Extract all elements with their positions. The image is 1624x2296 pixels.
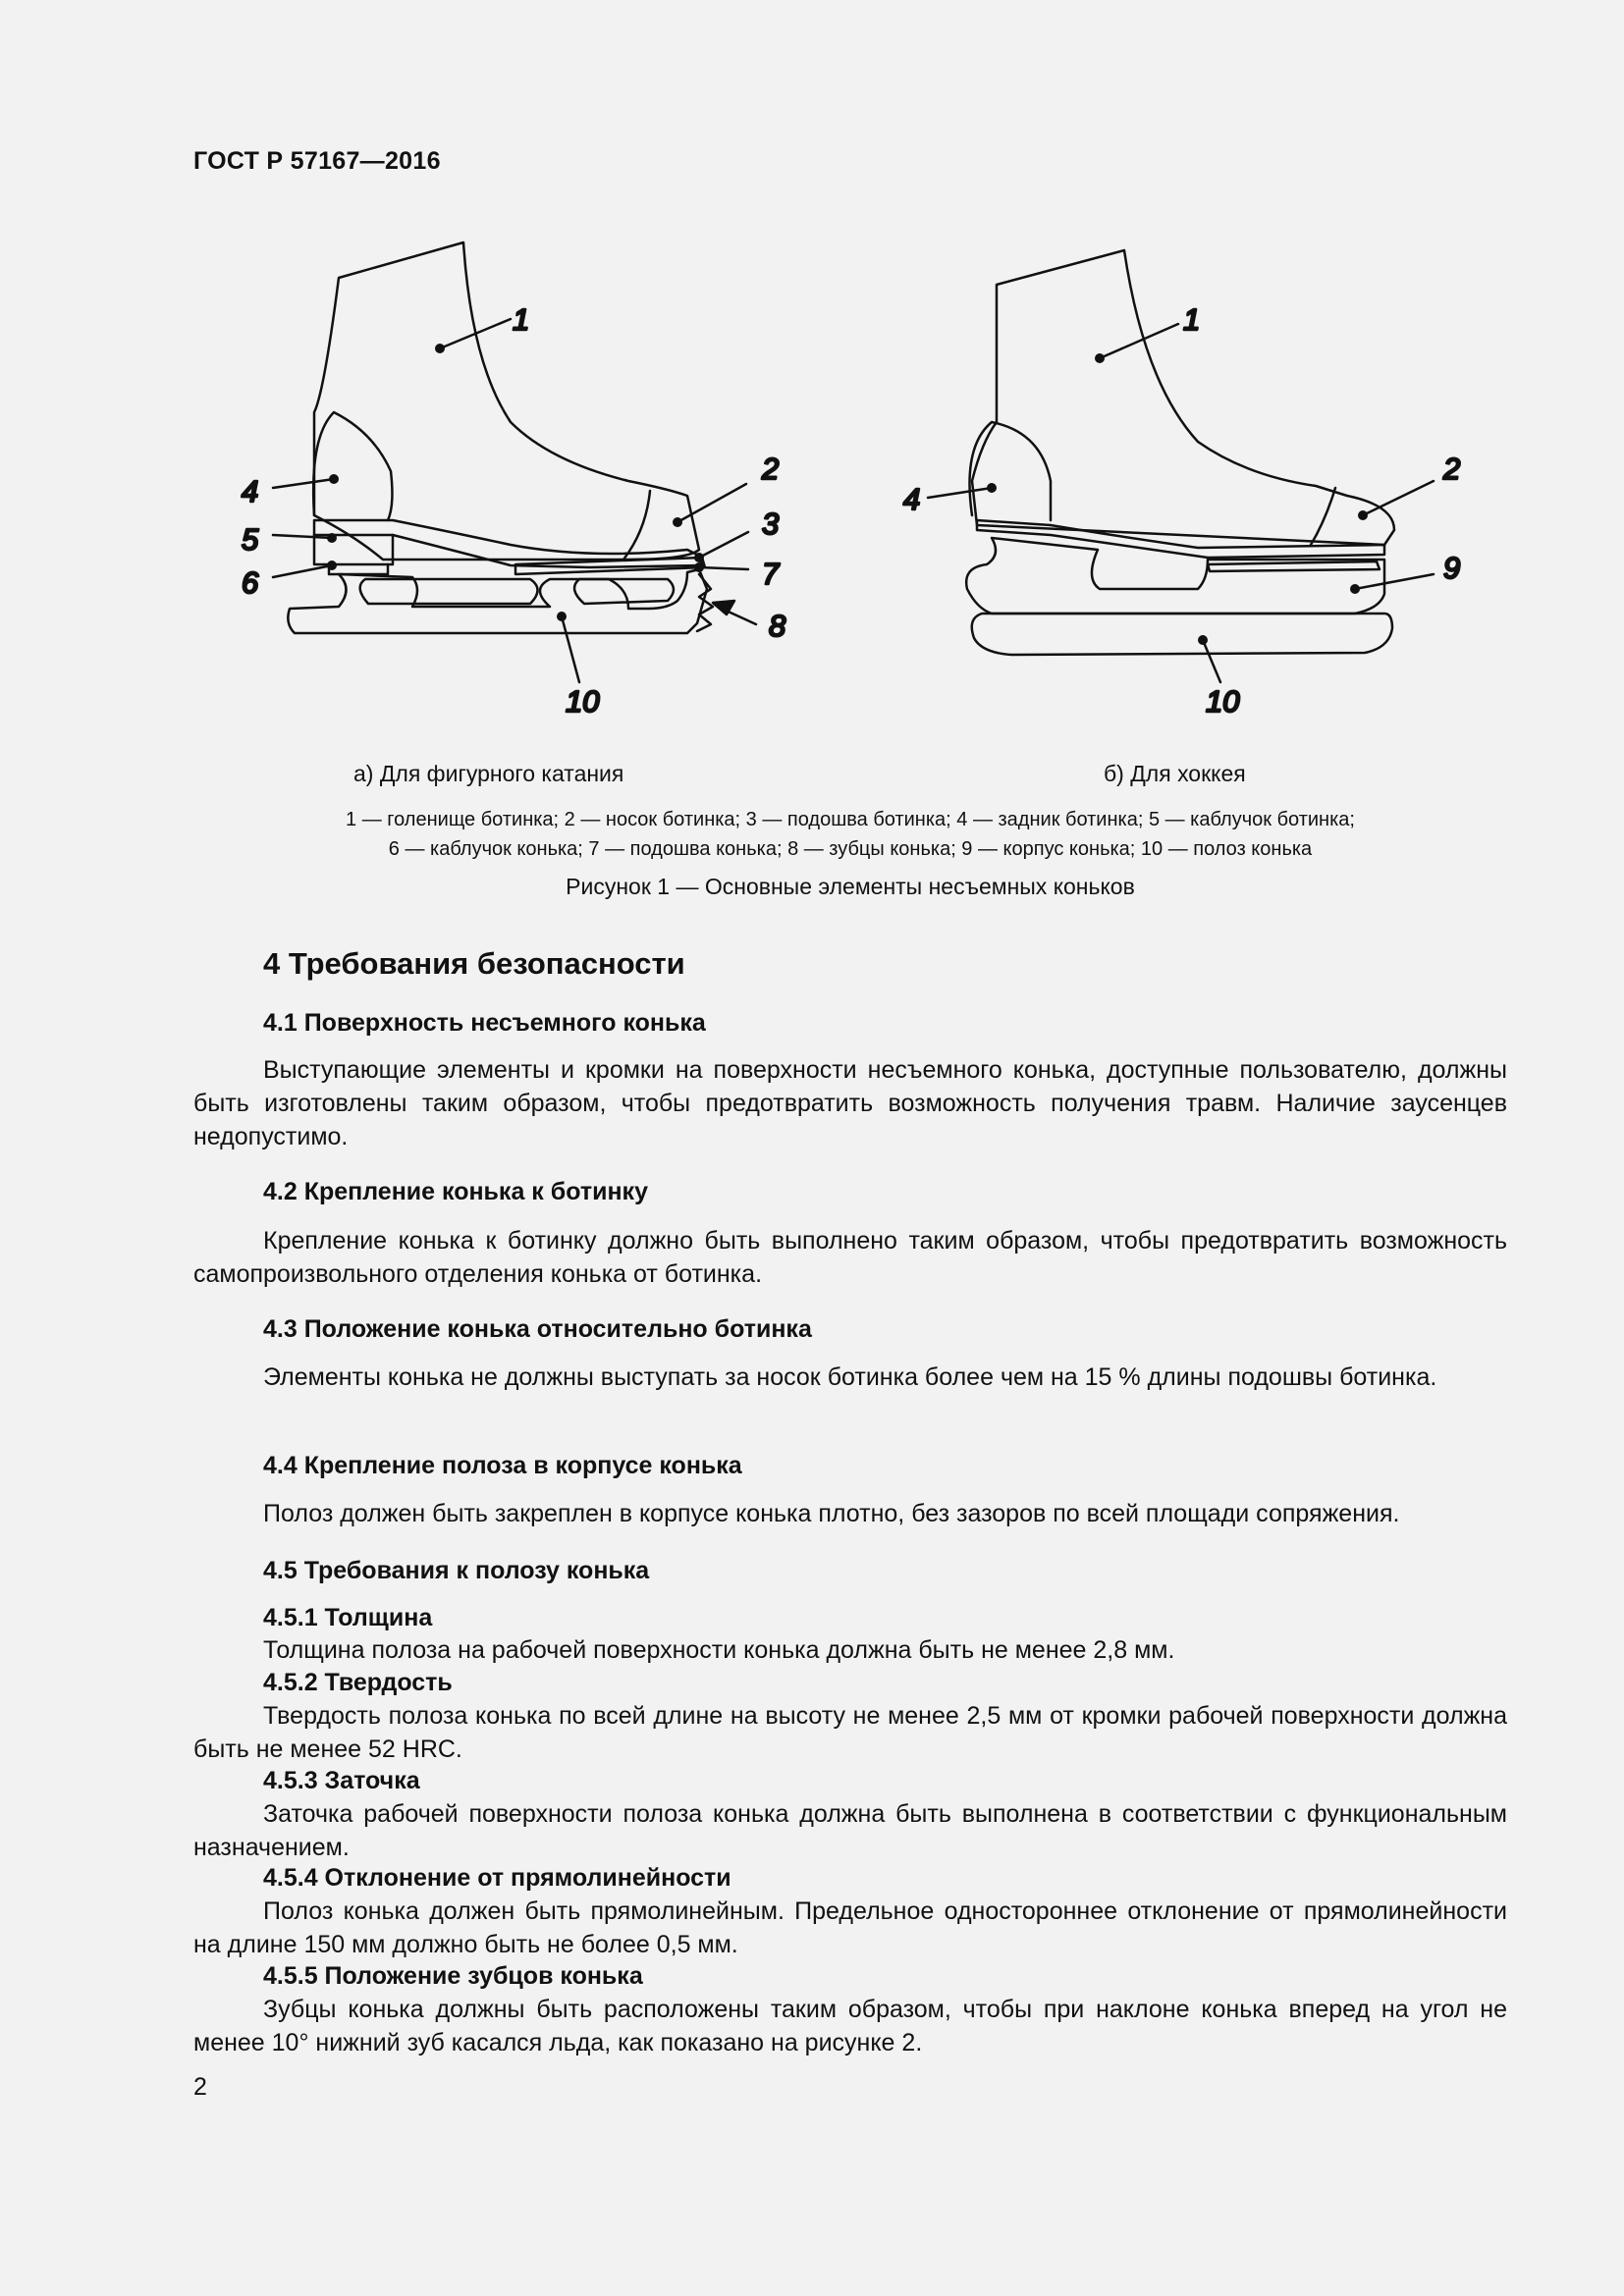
label-b-4: 4 — [903, 482, 921, 516]
label-a-2: 2 — [762, 452, 780, 486]
figure-skate-drawing — [242, 242, 786, 719]
subsection-4-5-1-title: 4.5.1 Толщина — [263, 1604, 433, 1631]
label-b-10: 10 — [1206, 684, 1240, 719]
subsection-4-1-title: 4.1 Поверхность несъемного конька — [263, 1009, 706, 1037]
subsection-4-3-title: 4.3 Положение конька относительно ботинка — [263, 1315, 812, 1343]
subsection-4-5-5-text: Зубцы конька должны быть расположены таким образом, чтобы при наклоне конька вперед на угол не менее 10° нижний зуб касался льда, как показано на рисунке 2. — [193, 1996, 1507, 2056]
hockey-skate-drawing — [903, 250, 1460, 719]
subsection-4-5-2-text: Твердость полоза конька по всей длине на высоту не менее 2,5 мм от кромки рабочей поверхности должна быть не менее 52 HRC. — [193, 1702, 1507, 1763]
figure-legend-line-2: 6 — каблучок конька; 7 — подошва конька; 8 — зубцы конька; 9 — корпус конька; 10 — полоз конька — [388, 838, 1313, 860]
label-a-1: 1 — [513, 302, 530, 337]
label-a-6: 6 — [242, 565, 259, 600]
label-b-2: 2 — [1443, 452, 1461, 486]
document-header: ГОСТ Р 57167—2016 — [193, 147, 441, 175]
figure-skates — [0, 0, 1624, 746]
subsection-4-5-4-text: Полоз конька должен быть прямолинейным. Предельное одностороннее отклонение от прямолинейности на длине 150 мм должно быть не более 0,5 мм. — [193, 1897, 1507, 1958]
subsection-4-5-title: 4.5 Требования к полозу конька — [263, 1557, 650, 1584]
label-a-4: 4 — [242, 474, 259, 508]
section-title: 4 Требования безопасности — [263, 946, 685, 981]
label-a-8: 8 — [769, 609, 786, 643]
subsection-4-1-text: Выступающие элементы и кромки на поверхности несъемного конька, доступные пользователю, должны быть изготовлены таким образом, чтобы предотвратить возможность получения травм. Наличие заусенцев недопустимо. — [193, 1056, 1507, 1150]
label-a-5: 5 — [242, 522, 259, 557]
subsection-4-5-5-title: 4.5.5 Положение зубцов конька — [263, 1962, 643, 1990]
caption-hockey-skate: б) Для хоккея — [1104, 761, 1246, 786]
subsection-4-5-4-title: 4.5.4 Отклонение от прямолинейности — [263, 1864, 731, 1892]
subsection-4-4-title: 4.4 Крепление полоза в корпусе конька — [263, 1452, 742, 1479]
label-b-1: 1 — [1183, 302, 1201, 337]
subsection-4-5-1-text: Толщина полоза на рабочей поверхности конька должна быть не менее 2,8 мм. — [263, 1636, 1175, 1664]
label-a-7: 7 — [762, 557, 780, 591]
figure-legend-line-1: 1 — голенище ботинка; 2 — носок ботинка; 3 — подошва ботинка; 4 — задник ботинка; 5 — каблучок ботинка; — [346, 809, 1355, 830]
subsection-4-4-text: Полоз должен быть закреплен в корпусе конька плотно, без зазоров по всей площади сопряжения. — [263, 1500, 1400, 1527]
label-b-9: 9 — [1443, 551, 1461, 585]
label-a-10: 10 — [566, 684, 600, 719]
subsection-4-5-2-title: 4.5.2 Твердость — [263, 1669, 453, 1696]
label-a-3: 3 — [762, 507, 780, 541]
subsection-4-2-title: 4.2 Крепление конька к ботинку — [263, 1178, 648, 1205]
subsection-4-5-3-text: Заточка рабочей поверхности полоза конька должна быть выполнена в соответствии с функциональным назначением. — [193, 1800, 1507, 1861]
figure-title: Рисунок 1 — Основные элементы несъемных коньков — [566, 874, 1135, 899]
subsection-4-2-text: Крепление конька к ботинку должно быть выполнено таким образом, чтобы предотвратить возможность самопроизвольного отделения конька от ботинка. — [193, 1227, 1507, 1288]
subsection-4-3-text: Элементы конька не должны выступать за носок ботинка более чем на 15 % длины подошвы ботинка. — [263, 1363, 1437, 1391]
page-number: 2 — [193, 2073, 207, 2101]
caption-figure-skate: а) Для фигурного катания — [353, 761, 624, 786]
subsection-4-5-3-title: 4.5.3 Заточка — [263, 1767, 420, 1794]
